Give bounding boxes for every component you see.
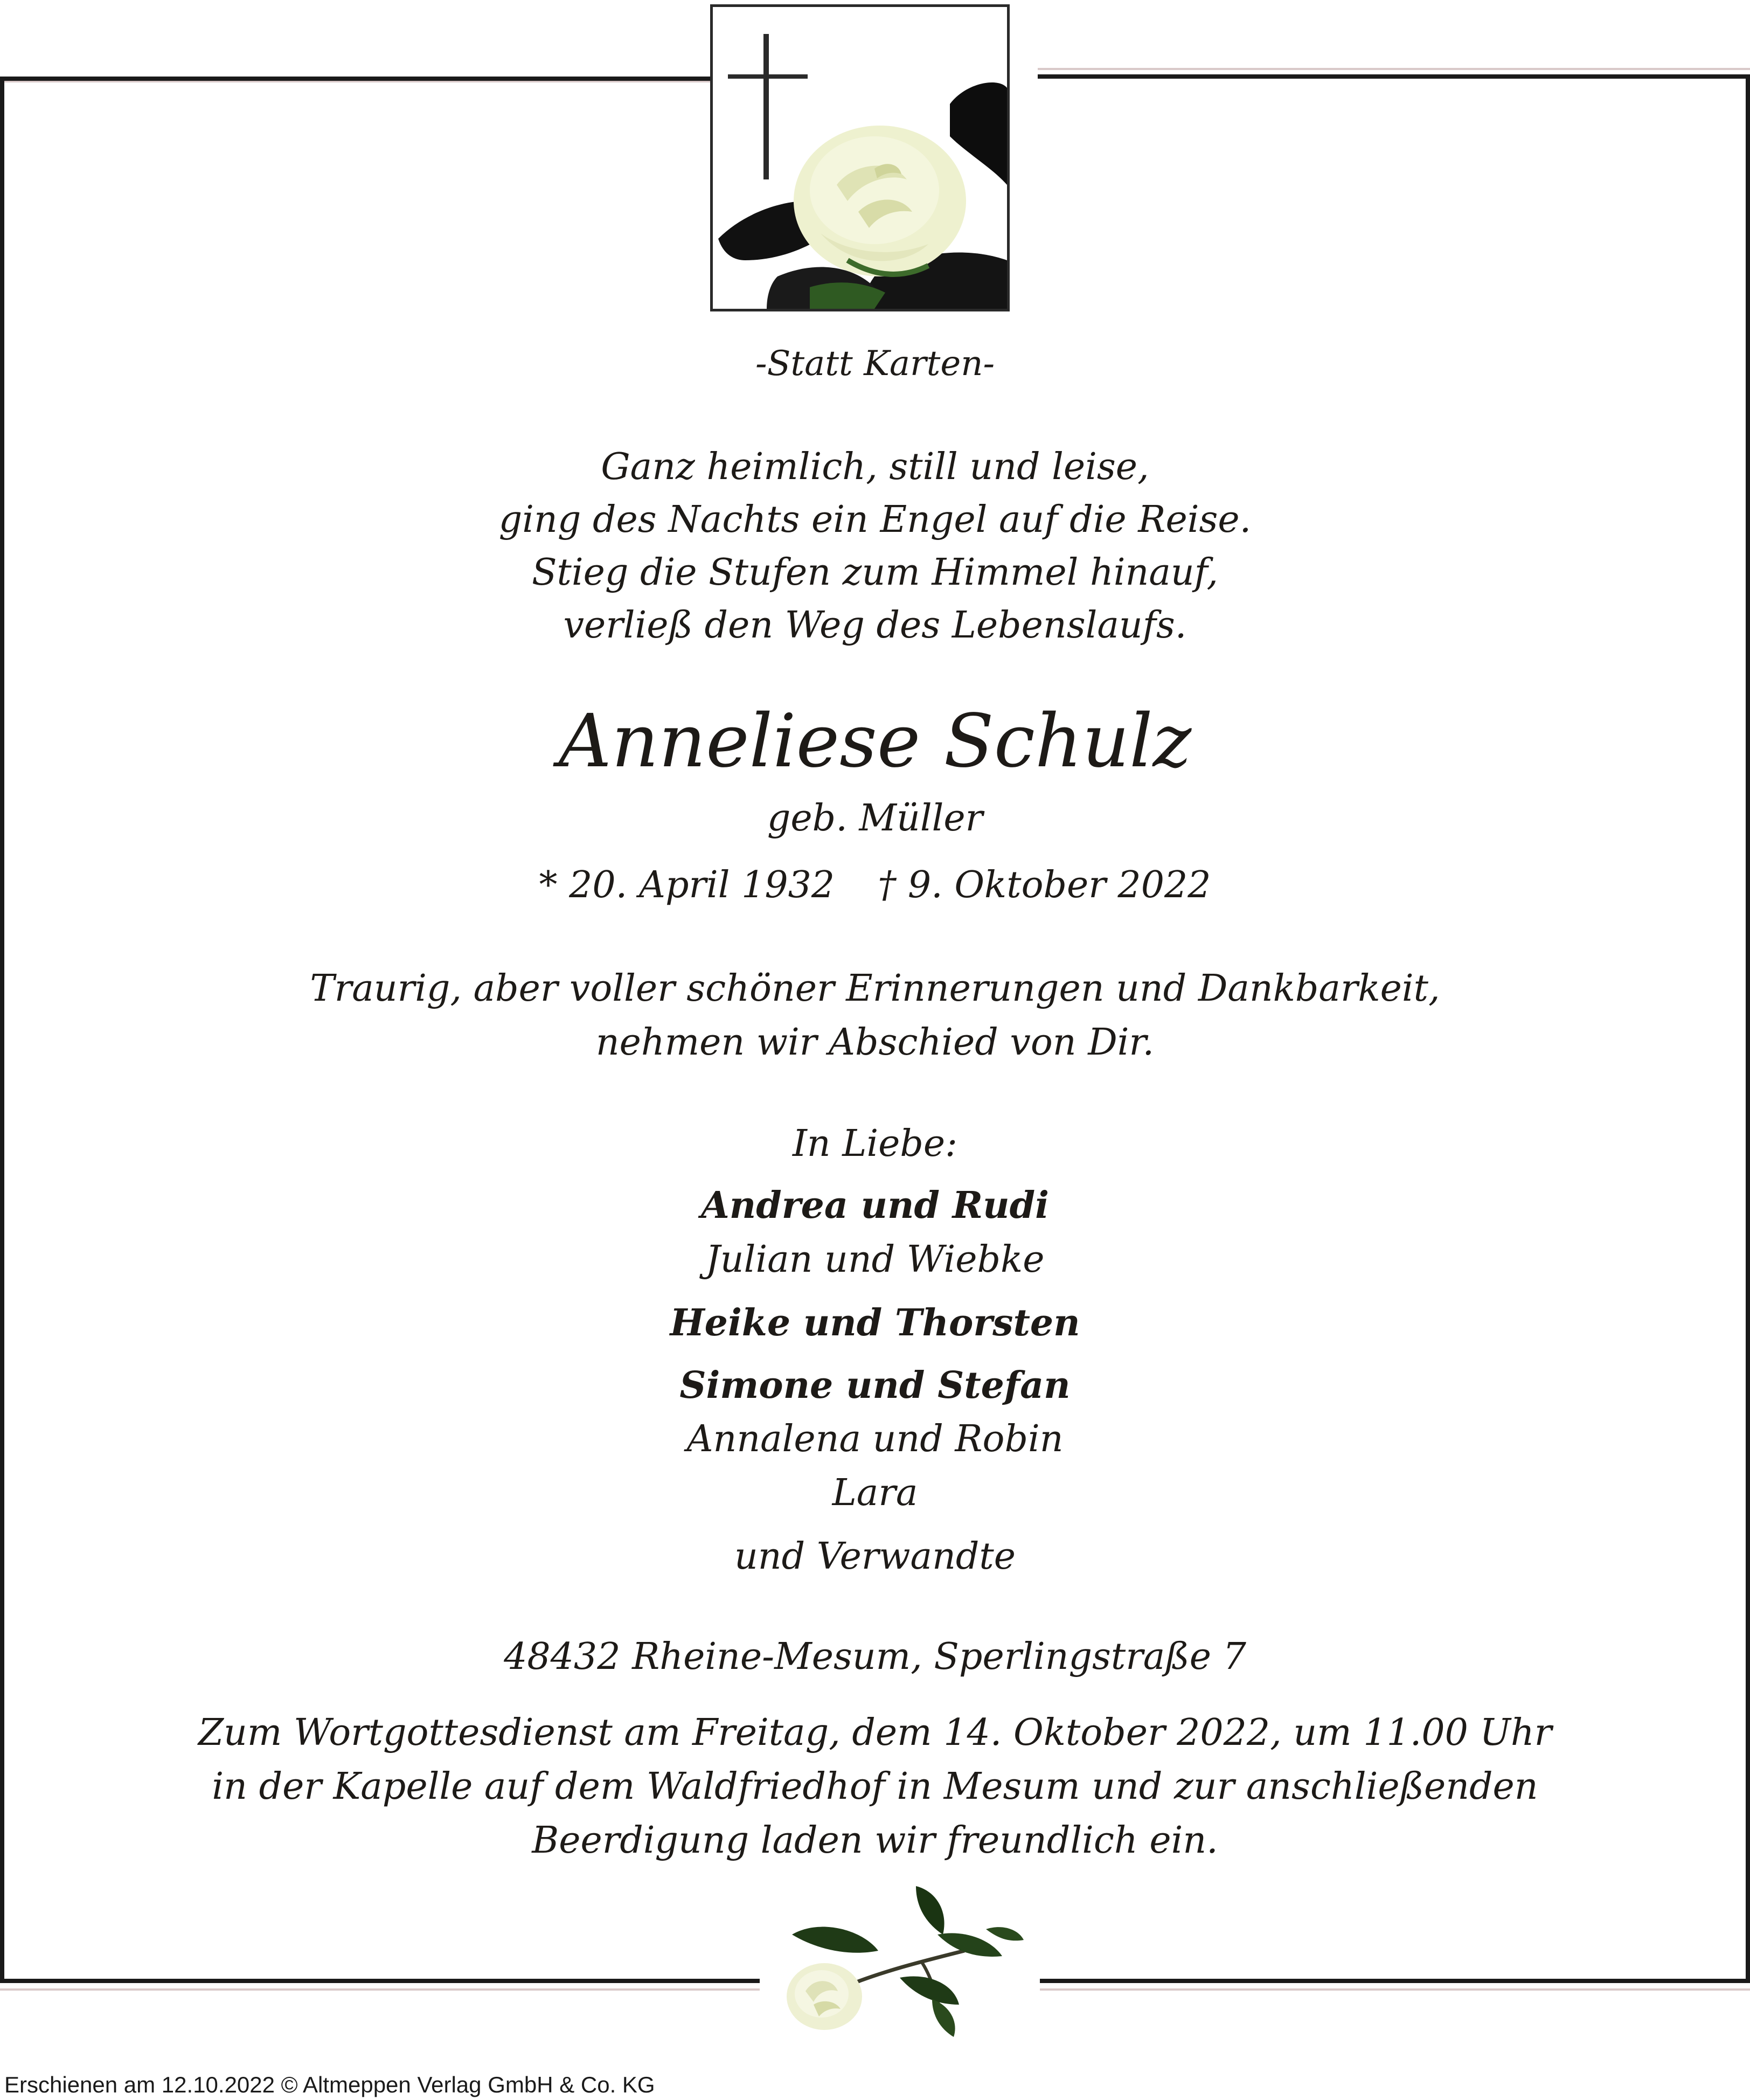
maiden-name: geb. Müller: [767, 797, 983, 840]
poem-line: verließ den Weg des Lebenslaufs.: [563, 604, 1187, 647]
birth-date: * 20. April 1932: [539, 864, 835, 906]
service-line: Zum Wortgottesdienst am Freitag, dem 14. Oktober 2022, um 11.00 Uhr: [198, 1711, 1552, 1754]
service-info: [0, 1706, 1750, 1868]
poem-line: Stieg die Stufen zum Himmel hinauf,: [531, 551, 1219, 594]
mourner-secondary: Annalena und Robin: [686, 1418, 1064, 1460]
address: 48432 Rheine-Mesum, Sperlingstraße 7: [504, 1635, 1246, 1678]
statt-karten: -Statt Karten-: [755, 344, 995, 384]
frame-top-right-shadow: [1038, 68, 1750, 70]
service-line: in der Kapelle auf dem Waldfriedhof in Mesum und zur anschließenden: [212, 1765, 1538, 1808]
deceased-name: Anneliese Schulz: [558, 699, 1192, 784]
farewell: [0, 962, 1750, 1070]
cross-and-white-rose-icon: [710, 4, 1010, 311]
poem: [0, 441, 1750, 652]
life-dates: [0, 862, 1750, 909]
service-line: Beerdigung laden wir freundlich ein.: [532, 1819, 1218, 1862]
publication-footer: Erschienen am 12.10.2022 © Altmeppen Verlag GmbH & Co. KG: [4, 2072, 655, 2097]
poem-line: ging des Nachts ein Engel auf die Reise.: [498, 498, 1252, 541]
white-rose-icon: [760, 1870, 1040, 2042]
frame-top-right: [1038, 74, 1750, 79]
death-date: † 9. Oktober 2022: [878, 864, 1211, 906]
farewell-line: Traurig, aber voller schöner Erinnerungen und Dankbarkeit,: [310, 967, 1440, 1010]
farewell-line: nehmen wir Abschied von Dir.: [595, 1021, 1155, 1064]
poem-line: Ganz heimlich, still und leise,: [601, 446, 1149, 488]
mourner-secondary: Lara: [832, 1472, 918, 1514]
frame-top-left: [0, 77, 710, 81]
relatives: und Verwandte: [734, 1535, 1016, 1578]
mourner-secondary: Julian und Wiebke: [705, 1238, 1045, 1281]
mourner-primary: Andrea und Rudi: [701, 1184, 1049, 1227]
mourners-intro: In Liebe:: [792, 1122, 958, 1165]
mourner-primary: Heike und Thorsten: [670, 1301, 1080, 1344]
frame-top-left-shadow: [0, 81, 710, 82]
mourner-primary: Simone und Stefan: [679, 1364, 1071, 1407]
